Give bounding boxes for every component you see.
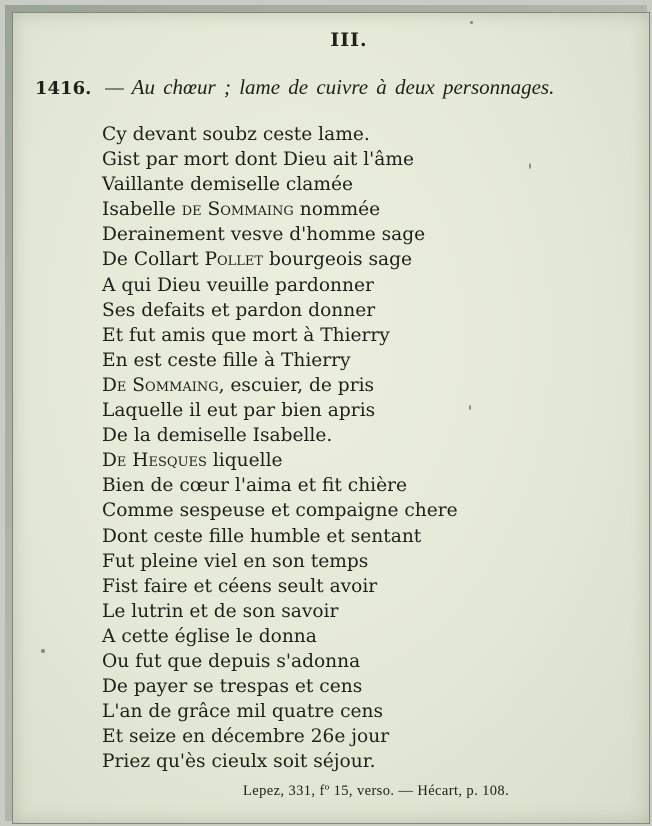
poem-line <box>102 448 622 473</box>
poem-text: En est ceste fille à Thierry <box>102 349 351 371</box>
poem-line <box>102 172 622 197</box>
paper-speck <box>529 163 531 169</box>
poem-line <box>102 348 622 373</box>
section-number: III. <box>330 29 368 51</box>
poem-text: liquelle <box>206 450 283 472</box>
poem-text: Gist par mort dont Dieu ait l'âme <box>102 149 414 171</box>
poem-line <box>102 574 622 599</box>
poem-text: Le lutrin et de son savoir <box>102 600 339 622</box>
paper-speck <box>470 21 473 24</box>
poem-text: A qui Dieu veuille pardonner <box>102 274 374 296</box>
poem-text: A cette église le donna <box>102 625 317 647</box>
poem-text: Ou fut que depuis s'adonna <box>102 650 361 672</box>
poem-text: Et fut amis que mort à Thierry <box>102 324 390 346</box>
proper-name: De Sommaing <box>102 374 219 396</box>
poem-text: Ses defaits et pardon donner <box>102 299 376 321</box>
proper-name: De Hesques <box>102 450 207 472</box>
poem-line <box>102 222 622 247</box>
poem-line <box>102 298 622 323</box>
poem-text: Derainement vesve d'homme sage <box>102 224 426 246</box>
poem-line <box>102 524 622 549</box>
poem-line <box>102 473 622 498</box>
poem-text: Fist faire et céens seult avoir <box>102 575 378 597</box>
poem-line <box>102 498 622 523</box>
poem-line <box>102 724 622 749</box>
proper-name: de Sommaing <box>181 199 294 221</box>
poem-text: De Collart <box>102 249 205 271</box>
poem-text: Fut pleine viel en son temps <box>102 550 369 572</box>
poem-text: L'an de grâce mil quatre cens <box>102 701 384 723</box>
poem-text: Bien de cœur l'aima et fit chière <box>102 475 408 497</box>
poem-line <box>102 749 622 774</box>
poem-line <box>102 373 622 398</box>
poem-text: De la demiselle Isabelle. <box>102 425 333 447</box>
poem-text: Isabelle <box>102 199 182 221</box>
entry-number: 1416. <box>35 78 92 99</box>
poem-text: Priez qu'ès cieulx soit séjour. <box>102 751 376 773</box>
poem-line <box>102 674 622 699</box>
poem-line <box>102 423 622 448</box>
poem-line <box>102 323 622 348</box>
poem-text: , escuier, de pris <box>218 374 375 396</box>
poem-line <box>102 147 622 172</box>
poem-text: De payer se trespas et cens <box>102 676 363 698</box>
poem-line <box>102 549 622 574</box>
poem-line <box>102 273 622 298</box>
poem-line <box>102 197 622 222</box>
poem-text: Comme sespeuse et compaigne chere <box>102 500 458 522</box>
epitaph-poem <box>102 122 622 774</box>
poem-line <box>102 122 622 147</box>
poem-line <box>102 699 622 724</box>
poem-text: nommée <box>293 199 381 221</box>
entry-heading <box>35 75 647 100</box>
poem-line <box>102 624 622 649</box>
poem-text: Cy devant soubz ceste lame. <box>102 124 370 145</box>
book-page <box>12 12 650 824</box>
poem-text: bourgeois sage <box>263 249 413 271</box>
poem-line <box>102 599 622 624</box>
poem-text: Dont ceste fille humble et sentant <box>102 525 422 547</box>
poem-line <box>102 649 622 674</box>
proper-name: Pollet <box>204 249 264 271</box>
poem-line <box>102 247 622 272</box>
poem-text: Et seize en décembre 26e jour <box>102 726 390 748</box>
poem-text: Vaillante demiselle clamée <box>102 174 354 196</box>
source-citation: Lepez, 331, fº 15, verso. — Hécart, p. 108. <box>243 783 510 799</box>
paper-speck <box>469 405 471 410</box>
paper-speck <box>41 649 45 653</box>
poem-text: Laquelle il eut par bien apris <box>102 400 376 422</box>
entry-description: — Au chœur ; lame de cuivre à deux personnages. <box>105 75 555 99</box>
poem-line <box>102 398 622 423</box>
